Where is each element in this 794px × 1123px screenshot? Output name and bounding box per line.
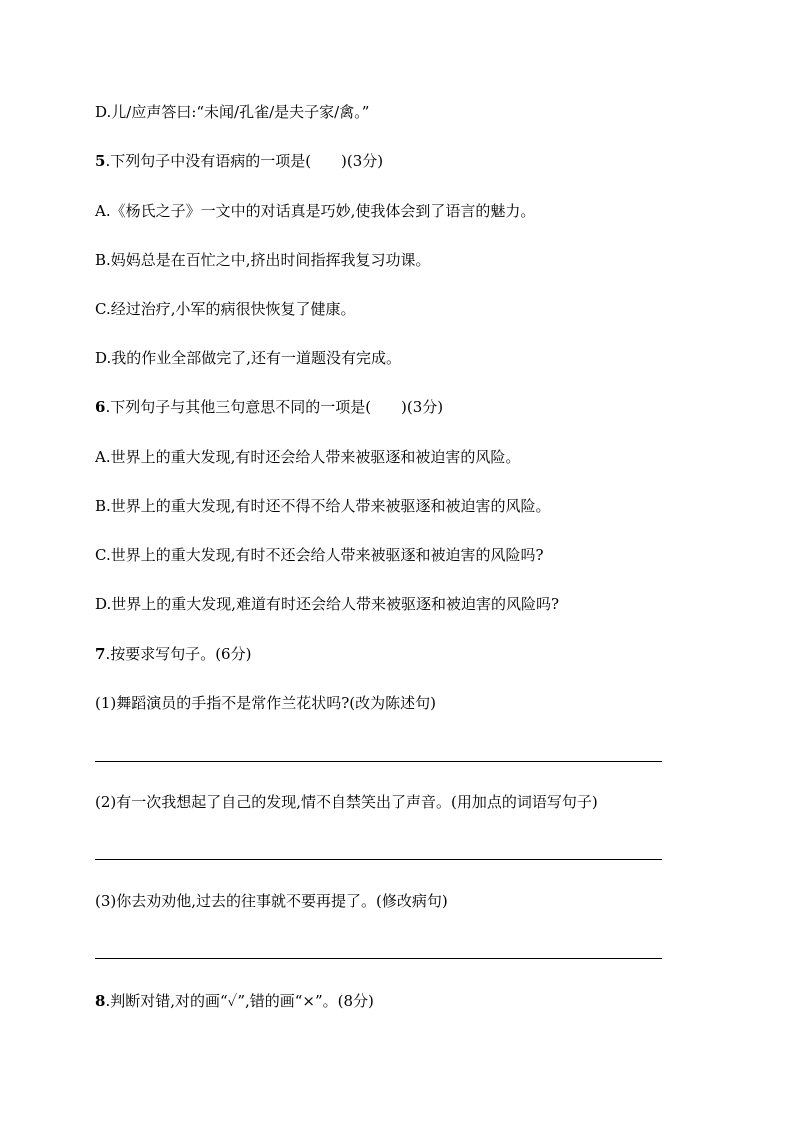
question-8-stem xyxy=(95,991,374,1011)
question-7-stem xyxy=(95,644,251,664)
question-text: .按要求写句子。(6分) xyxy=(105,645,252,663)
q6-option-d: D.世界上的重大发现,难道有时还会给人带来被驱逐和被迫害的风险吗? xyxy=(95,595,560,613)
q6-option-a: A.世界上的重大发现,有时还会给人带来被驱逐和被迫害的风险。 xyxy=(95,448,521,466)
q5-option-b: B.妈妈总是在百忙之中,挤出时间指挥我复习功课。 xyxy=(95,251,431,269)
question-text: .判断对错,对的画“✓”,错的画“×”。(8分) xyxy=(105,992,374,1010)
q7-item-3: (3)你去劝劝他,过去的往事就不要再提了。(修改病句) xyxy=(95,892,448,910)
q7-item-1: (1)舞蹈演员的手指不是常作兰花状吗?(改为陈述句) xyxy=(95,694,436,712)
q5-option-a: A.《杨氏之子》一文中的对话真是巧妙,使我体会到了语言的魅力。 xyxy=(95,202,536,220)
q4-option-d: D.儿/应声答曰:“未闻/孔雀/是夫子家/禽。” xyxy=(95,103,370,121)
answer-line-2[interactable] xyxy=(95,859,662,860)
answer-line-1[interactable] xyxy=(95,761,662,762)
question-text: .下列句子与其他三句意思不同的一项是( )(3分) xyxy=(105,398,444,416)
question-5-stem xyxy=(95,151,383,171)
q6-option-b: B.世界上的重大发现,有时还不得不给人带来被驱逐和被迫害的风险。 xyxy=(95,497,551,515)
question-6-stem xyxy=(95,397,443,417)
question-number: 5 xyxy=(95,152,106,170)
question-text: .下列句子中没有语病的一项是( )(3分) xyxy=(105,152,384,170)
question-number: 7 xyxy=(95,645,106,663)
question-number: 6 xyxy=(95,398,106,416)
q6-option-c: C.世界上的重大发现,有时不还会给人带来被驱逐和被迫害的风险吗? xyxy=(95,546,544,564)
q7-item-2: (2)有一次我想起了自己的发现,情不自禁笑出了声音。(用加点的词语写句子) xyxy=(95,793,598,811)
q5-option-c: C.经过治疗,小军的病很快恢复了健康。 xyxy=(95,300,356,318)
q5-option-d: D.我的作业全部做完了,还有一道题没有完成。 xyxy=(95,349,402,367)
answer-line-3[interactable] xyxy=(95,958,662,959)
question-number: 8 xyxy=(95,992,106,1010)
